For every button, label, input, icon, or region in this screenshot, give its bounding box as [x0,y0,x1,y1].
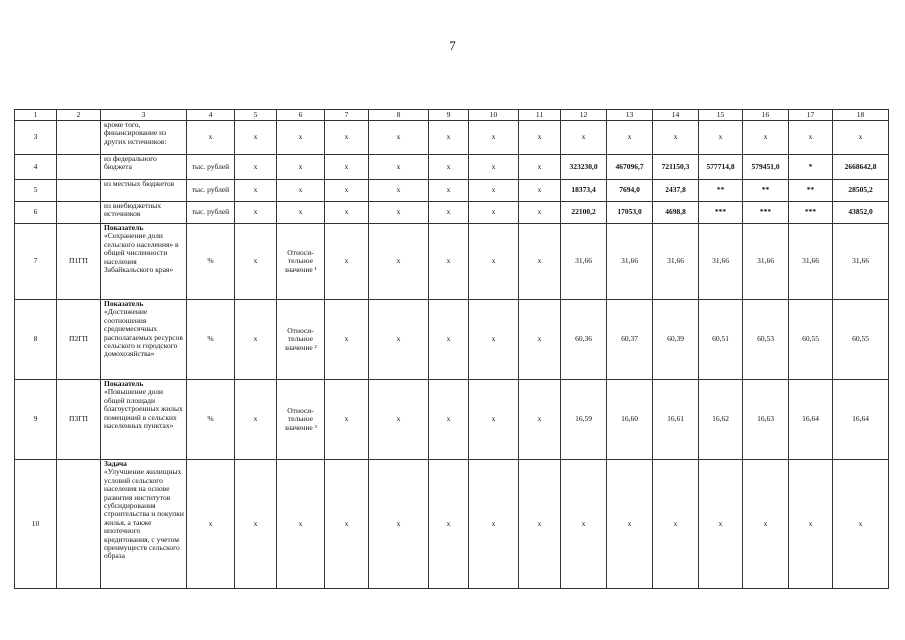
row-description [101,224,187,300]
row-heading: Показатель [104,223,144,232]
table-cell: х [699,460,743,589]
table-cell: х [325,380,369,460]
table-cell: х [429,180,469,202]
header-row [15,110,889,121]
table-cell: х [429,155,469,180]
header-cell: 4 [187,110,235,121]
table-cell: 16,60 [607,380,653,460]
table-cell: х [235,460,277,589]
table-row [15,155,889,180]
table-cell: х [369,180,429,202]
header-cell: 14 [653,110,699,121]
table-cell: х [469,380,519,460]
table-cell: % [187,224,235,300]
table-cell: х [519,155,561,180]
table-cell: х [469,300,519,380]
table-cell: П2ГП [57,300,101,380]
table-cell: х [325,155,369,180]
table-cell: 31,66 [653,224,699,300]
table-cell: х [277,121,325,155]
table-cell: 9 [15,380,57,460]
table-cell: х [235,121,277,155]
table-cell: *** [743,202,789,224]
table-cell: х [429,460,469,589]
table-cell: Относи-тельное значение ¹ [277,224,325,300]
table-cell: х [429,202,469,224]
table-cell: 31,66 [789,224,833,300]
table-cell: 31,66 [743,224,789,300]
table-cell: 16,63 [743,380,789,460]
table-cell: х [429,121,469,155]
table-cell: 323230,0 [561,155,607,180]
table-cell: х [789,121,833,155]
table-cell: 31,66 [699,224,743,300]
table-cell: х [429,224,469,300]
table-cell: 60,37 [607,300,653,380]
table-cell: 467096,7 [607,155,653,180]
table-cell: х [277,155,325,180]
table-cell: 31,66 [607,224,653,300]
table-cell: ** [699,180,743,202]
table-cell: х [469,460,519,589]
table-cell: % [187,380,235,460]
table-cell: 2668642,8 [833,155,889,180]
table-cell: % [187,300,235,380]
table-cell: тыс. рублей [187,155,235,180]
table-cell: х [429,380,469,460]
table-cell: 5 [15,180,57,202]
table-cell [57,202,101,224]
table-cell: х [653,121,699,155]
table-cell: 3 [15,121,57,155]
table-cell: х [235,180,277,202]
row-heading: Показатель [104,299,144,308]
header-cell: 8 [369,110,429,121]
table-cell: 60,53 [743,300,789,380]
table-row [15,224,889,300]
table-cell: Относи-тельное значение ³ [277,380,325,460]
table-cell: 16,61 [653,380,699,460]
table-cell: х [325,224,369,300]
row-description: кроме того, финансирование из других источников: [101,121,187,155]
table-cell: Относи-тельное значение ² [277,300,325,380]
table-cell: х [277,460,325,589]
header-cell: 13 [607,110,653,121]
header-cell: 6 [277,110,325,121]
table-cell [57,460,101,589]
table-cell: 577714,8 [699,155,743,180]
row-text: «Повышение доли общей площади благоустроенных жилых помещений в сельских населенных пунктах» [104,387,183,431]
table-cell: х [833,121,889,155]
table-cell: 10 [15,460,57,589]
table-cell: 16,64 [833,380,889,460]
table-cell: тыс. рублей [187,202,235,224]
table-row [15,300,889,380]
table-cell: х [369,155,429,180]
data-table [14,109,889,589]
table-cell: х [607,121,653,155]
table-cell: 16,64 [789,380,833,460]
header-cell: 2 [57,110,101,121]
table-cell: х [789,460,833,589]
table-cell: 22100,2 [561,202,607,224]
row-text: «Сохранение доли сельского населения» в общей численности населения Забайкальского края» [104,231,179,275]
table-cell [57,121,101,155]
table-cell: 4698,8 [653,202,699,224]
row-description: из местных бюджетов [101,180,187,202]
table-cell: 60,55 [789,300,833,380]
table-cell: 60,39 [653,300,699,380]
row-heading: Задача [104,459,127,468]
table-cell: х [187,121,235,155]
table-cell: х [369,202,429,224]
table-cell: х [469,202,519,224]
table-cell: х [469,121,519,155]
table-cell: 7694,0 [607,180,653,202]
table-cell: х [325,460,369,589]
table-cell: П3ГП [57,380,101,460]
table-cell: х [277,202,325,224]
table-cell [57,155,101,180]
table-cell: 18373,4 [561,180,607,202]
header-cell: 10 [469,110,519,121]
table-row [15,121,889,155]
table-cell: 60,55 [833,300,889,380]
table-cell: ** [743,180,789,202]
row-description [101,300,187,380]
table-cell: х [325,121,369,155]
table-cell: х [519,300,561,380]
row-text: «Достижение соотношения среднемесячных располагаемых ресурсов сельского и городского домохозяйства» [104,307,183,359]
table-cell: *** [699,202,743,224]
header-cell: 12 [561,110,607,121]
table-cell: х [325,202,369,224]
table-cell: 60,51 [699,300,743,380]
table-cell: х [277,180,325,202]
header-cell: 9 [429,110,469,121]
row-text: «Улучшение жилищных условий сельского населения на основе развития институтов субсидирования строительства и покупки жилья, а также ипотечного кредитования, с учетом преимуществ сельского образа [104,467,184,561]
table-cell: 16,59 [561,380,607,460]
table-cell: х [653,460,699,589]
header-cell: 17 [789,110,833,121]
table-cell: х [607,460,653,589]
table-cell: 4 [15,155,57,180]
header-cell: 16 [743,110,789,121]
table-cell: 17053,0 [607,202,653,224]
table-cell: х [833,460,889,589]
table-cell: х [235,155,277,180]
table-cell: х [519,121,561,155]
table-cell: х [369,300,429,380]
table-cell: х [369,121,429,155]
table-cell: х [519,224,561,300]
table-cell: х [519,180,561,202]
table-cell: тыс. рублей [187,180,235,202]
table-cell: 31,66 [561,224,607,300]
table-cell: х [519,460,561,589]
table-cell: 8 [15,300,57,380]
table-cell: х [469,155,519,180]
header-cell: 7 [325,110,369,121]
table-cell: х [469,224,519,300]
page-number: 7 [449,38,456,53]
table-cell: 579451,0 [743,155,789,180]
table-cell: х [235,380,277,460]
table-cell: х [561,460,607,589]
table-cell: х [369,224,429,300]
table-cell: х [187,460,235,589]
header-cell: 3 [101,110,187,121]
header-cell: 5 [235,110,277,121]
table-cell: х [469,180,519,202]
table-cell: х [743,460,789,589]
table-cell: х [325,300,369,380]
table-cell: 43852,0 [833,202,889,224]
table-row [15,380,889,460]
table-cell: х [235,224,277,300]
table-cell: 31,66 [833,224,889,300]
row-description [101,380,187,460]
table-cell: 16,62 [699,380,743,460]
table-row [15,202,889,224]
table-cell: ** [789,180,833,202]
table-cell: х [743,121,789,155]
table-cell: х [235,202,277,224]
table-row [15,180,889,202]
table-cell: х [325,180,369,202]
table-cell: 2437,8 [653,180,699,202]
table-row [15,460,889,589]
table-cell: * [789,155,833,180]
table-cell: 6 [15,202,57,224]
table-cell: х [519,202,561,224]
row-description: из федерального бюджета [101,155,187,180]
row-description [101,460,187,589]
table-cell: П1ГП [57,224,101,300]
table-cell: х [519,380,561,460]
table-cell: 28505,2 [833,180,889,202]
table-cell: *** [789,202,833,224]
table-cell: 7 [15,224,57,300]
header-cell: 1 [15,110,57,121]
table-cell: 721150,3 [653,155,699,180]
header-cell: 11 [519,110,561,121]
table-cell: х [369,380,429,460]
table-cell: х [429,300,469,380]
row-heading: Показатель [104,379,144,388]
table-cell: х [369,460,429,589]
header-cell: 18 [833,110,889,121]
table-cell: х [699,121,743,155]
row-description: из внебюджетных источников [101,202,187,224]
header-cell: 15 [699,110,743,121]
table-cell: х [561,121,607,155]
table-cell: 60,36 [561,300,607,380]
table-cell: х [235,300,277,380]
table-cell [57,180,101,202]
